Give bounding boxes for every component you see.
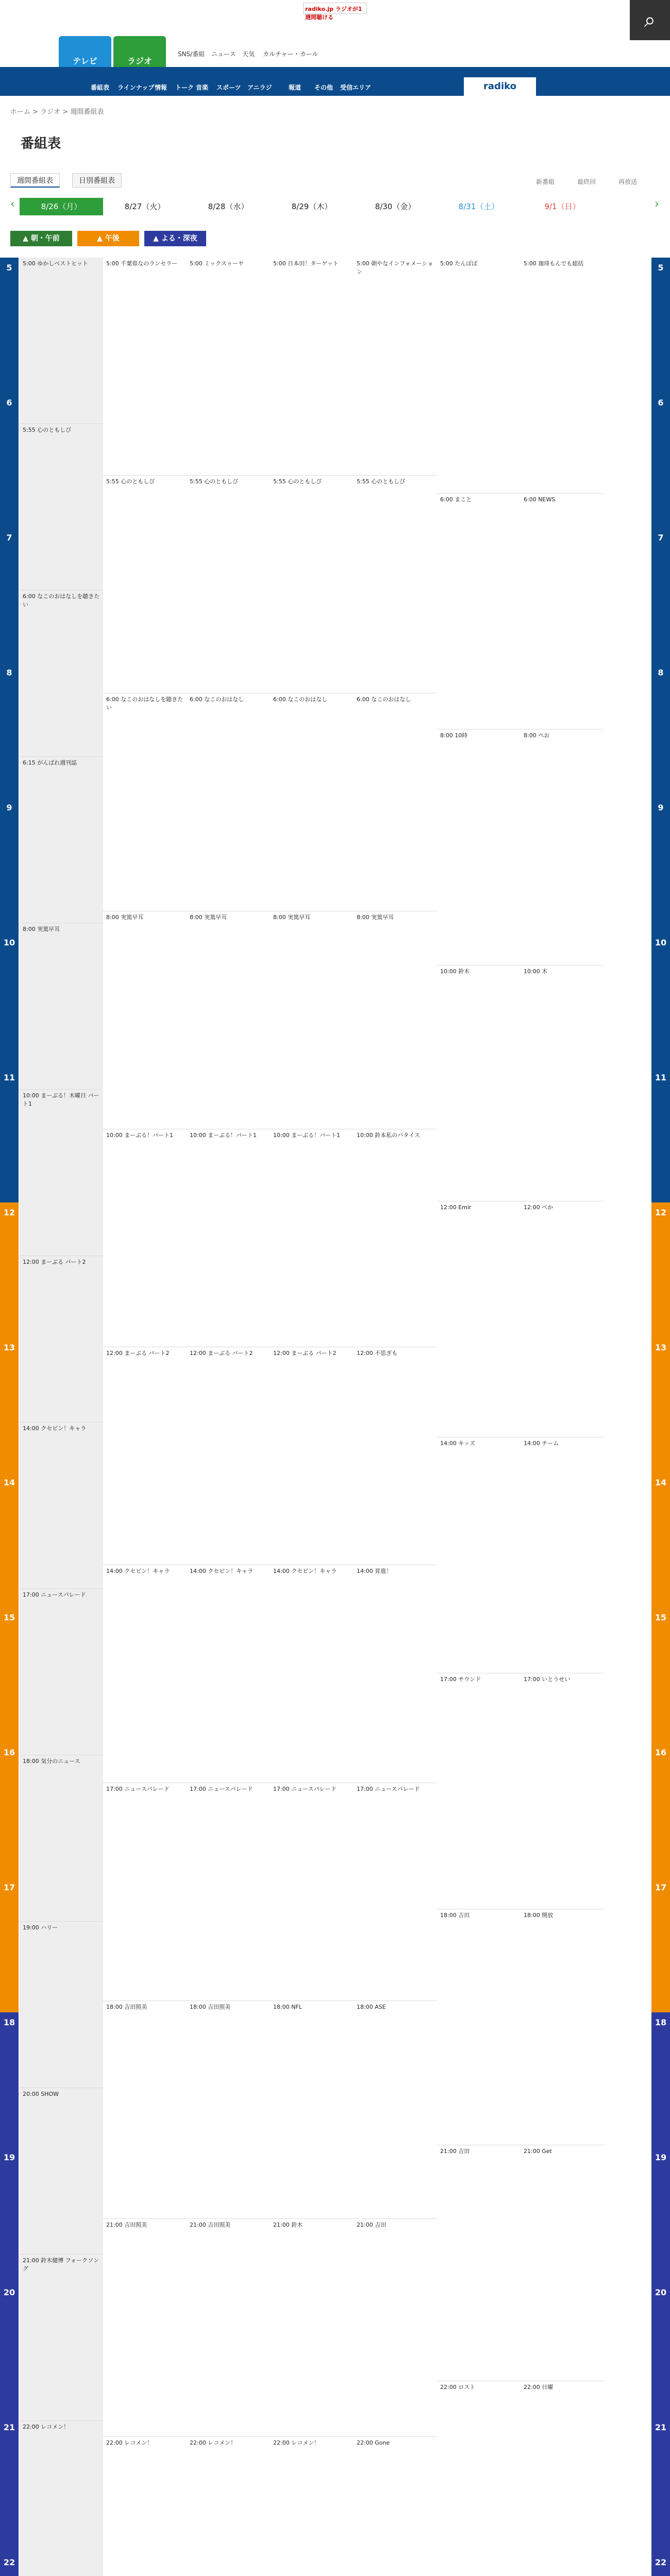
hour-label-15: 15 bbox=[0, 1607, 19, 1742]
hour-label-22: 22 bbox=[651, 2552, 670, 2576]
program-cell[interactable]: 5:55 心のともしび bbox=[20, 424, 103, 590]
hour-label-16: 16 bbox=[0, 1742, 19, 1877]
program-cell[interactable]: 5:55 心のともしび bbox=[103, 476, 187, 693]
subnav-talk[interactable]: トーク bbox=[175, 84, 194, 91]
zone-afternoon[interactable]: ▲ 午後 bbox=[77, 231, 139, 246]
program-cell[interactable]: 8:00 実篤早耳 bbox=[20, 923, 103, 1090]
hour-label-14: 14 bbox=[651, 1472, 670, 1607]
program-cell[interactable]: 10:00 木 bbox=[521, 965, 604, 1201]
hour-label-11: 11 bbox=[0, 1067, 19, 1202]
subnav-anime[interactable]: アニラジ bbox=[247, 84, 272, 91]
date-0[interactable]: 8/26（月） bbox=[20, 198, 103, 215]
program-cell[interactable]: 12:00 まーぶる パート2 bbox=[270, 1347, 354, 1565]
hour-label-12: 12 bbox=[651, 1202, 670, 1337]
program-cell[interactable]: 17:00 サウンド bbox=[437, 1673, 521, 1909]
program-cell[interactable]: 18:00 気分のニュース bbox=[20, 1755, 103, 1922]
subnav-report[interactable]: 報道 bbox=[289, 84, 301, 91]
subnav-other[interactable]: その他 bbox=[314, 84, 333, 91]
program-cell[interactable]: 10:00 まーぶる！パート1 bbox=[187, 1129, 270, 1347]
program-cell[interactable]: 21:00 鈴木健博 フォークソング bbox=[20, 2255, 103, 2421]
nav-sns[interactable]: SNS/番組 bbox=[178, 50, 205, 58]
zone-night[interactable]: ▲ よる・深夜 bbox=[144, 231, 206, 246]
site-logo[interactable]: radiko.jp ラジオが1週間聴ける bbox=[303, 3, 367, 14]
program-cell[interactable]: 5:55 心のともしび bbox=[187, 476, 270, 693]
program-cell[interactable]: 19:00 ハリー bbox=[20, 1922, 103, 2088]
subnav-bangumi[interactable]: 番組表 bbox=[91, 84, 110, 91]
program-cell[interactable]: 17:00 いとうせい bbox=[521, 1673, 604, 1909]
program-cell[interactable]: 14:00 クセピン！キャラ bbox=[270, 1565, 354, 1783]
hour-label-9: 9 bbox=[651, 798, 670, 933]
hour-label-10: 10 bbox=[651, 933, 670, 1067]
nav-news[interactable]: ニュース bbox=[211, 50, 236, 58]
program-cell[interactable]: 8:00 実篤早耳 bbox=[270, 911, 354, 1129]
hour-label-15: 15 bbox=[651, 1607, 670, 1742]
program-cell[interactable]: 17:00 ニュースパレード bbox=[103, 1783, 187, 2001]
hour-label-17: 17 bbox=[651, 1877, 670, 2012]
hour-label-22: 22 bbox=[0, 2552, 19, 2576]
program-cell[interactable]: 22:00 日曜 bbox=[521, 2381, 604, 2576]
hour-label-8: 8 bbox=[0, 663, 19, 798]
nav-culture[interactable]: カルチャー・カール bbox=[263, 50, 319, 58]
hour-label-13: 13 bbox=[651, 1337, 670, 1472]
program-cell[interactable]: 6:00 なこのおはなし bbox=[354, 693, 437, 911]
program-cell[interactable]: 17:00 ニュースパレード bbox=[354, 1783, 437, 2001]
zone-morning[interactable]: ▲ 朝・午前 bbox=[10, 231, 72, 246]
program-cell[interactable]: 6:00 NEWS bbox=[521, 494, 604, 730]
program-cell[interactable]: 17:00 ニュースパレード bbox=[20, 1589, 103, 1755]
program-cell[interactable]: 6:15 がんばれ週刊誌 bbox=[20, 757, 103, 923]
program-cell[interactable]: 22:00 レコメン！ bbox=[187, 2437, 270, 2576]
hour-label-9: 9 bbox=[0, 798, 19, 933]
program-cell[interactable]: 22:00 ロスト bbox=[437, 2381, 521, 2576]
hour-label-21: 21 bbox=[0, 2417, 19, 2552]
program-cell[interactable]: 8:00 ぺお bbox=[521, 730, 604, 965]
subnav-music[interactable]: 音楽 bbox=[196, 84, 209, 91]
program-cell[interactable]: 22:00 Gone bbox=[354, 2437, 437, 2576]
date-5[interactable]: 8/31（土） bbox=[458, 202, 499, 211]
program-cell[interactable]: 5:55 心のともしび bbox=[354, 476, 437, 693]
program-cell[interactable]: 14:00 昇進！ bbox=[354, 1565, 437, 1783]
hour-label-7: 7 bbox=[0, 528, 19, 663]
program-cell[interactable]: 14:00 キッズ bbox=[437, 1437, 521, 1673]
hour-label-5: 5 bbox=[0, 258, 19, 393]
hour-label-8: 8 bbox=[651, 663, 670, 798]
hour-label-16: 16 bbox=[651, 1742, 670, 1877]
legend-new: 新番組 bbox=[536, 178, 555, 185]
program-cell[interactable]: 10:00 鈴木 bbox=[437, 965, 521, 1201]
hour-label-7: 7 bbox=[651, 528, 670, 663]
program-cell[interactable]: 12:00 Emir bbox=[437, 1201, 521, 1437]
program-cell[interactable]: 17:00 ニュースパレード bbox=[270, 1783, 354, 2001]
tab-weekly[interactable]: 週間番組表 bbox=[10, 173, 60, 188]
tab-radio[interactable]: ラジオ bbox=[113, 36, 166, 67]
program-cell[interactable]: 22:00 レコメン！ bbox=[270, 2437, 354, 2576]
program-cell[interactable]: 18:00 開放 bbox=[521, 1909, 604, 2145]
date-3[interactable]: 8/29（木） bbox=[291, 202, 332, 211]
program-cell[interactable]: 6:00 まこと bbox=[437, 494, 521, 730]
hour-label-10: 10 bbox=[0, 933, 19, 1067]
hour-label-19: 19 bbox=[651, 2147, 670, 2282]
program-cell[interactable]: 21:00 吉田照美 bbox=[187, 2219, 270, 2437]
subnav-sports[interactable]: スポーツ bbox=[216, 84, 241, 91]
program-cell[interactable]: 18:00 吉田 bbox=[437, 1909, 521, 2145]
program-cell[interactable]: 14:00 クセピン！キャラ bbox=[20, 1422, 103, 1589]
date-6[interactable]: 9/1（日） bbox=[544, 202, 580, 211]
program-cell[interactable]: 18:00 ASE bbox=[354, 2001, 437, 2219]
program-cell[interactable]: 21:00 吉田 bbox=[354, 2219, 437, 2437]
hour-label-5: 5 bbox=[651, 258, 670, 393]
subnav-area[interactable]: 受信エリア bbox=[340, 84, 372, 91]
program-cell[interactable]: 12:00 ぺか bbox=[521, 1201, 604, 1437]
prev-week-icon[interactable]: ‹ bbox=[10, 198, 15, 211]
program-cell[interactable]: 12:00 まーぶる パート2 bbox=[20, 1256, 103, 1422]
program-cell[interactable]: 12:00 不思ぎも bbox=[354, 1347, 437, 1565]
program-cell[interactable]: 10:00 まーぶる！パート1 bbox=[103, 1129, 187, 1347]
radiko-link[interactable]: radiko bbox=[464, 77, 536, 96]
tab-tv[interactable]: テレビ bbox=[59, 36, 111, 67]
program-cell[interactable]: 6:00 なこのおはなしを聴きたい bbox=[103, 693, 187, 911]
search-icon[interactable]: ⌕ bbox=[630, 0, 670, 40]
program-cell[interactable]: 21:00 吉田照美 bbox=[103, 2219, 187, 2437]
hour-label-13: 13 bbox=[0, 1337, 19, 1472]
page-title: 番組表 bbox=[21, 136, 61, 151]
program-cell[interactable]: 5:00 珈琲もんでも総括 bbox=[521, 258, 604, 494]
program-cell[interactable]: 22:00 レコメン！ bbox=[103, 2437, 187, 2576]
program-cell[interactable]: 12:00 まーぶる パート2 bbox=[187, 1347, 270, 1565]
program-cell[interactable]: 20:00 SHOW bbox=[20, 2088, 103, 2255]
program-cell[interactable]: 10:00 まーぶる！木曜日 パート1 bbox=[20, 1090, 103, 1256]
program-cell[interactable]: 18:00 吉田照美 bbox=[187, 2001, 270, 2219]
hour-label-6: 6 bbox=[0, 393, 19, 528]
hour-label-20: 20 bbox=[651, 2282, 670, 2417]
program-cell[interactable]: 22:00 レコメン！ bbox=[20, 2421, 103, 2576]
hour-label-19: 19 bbox=[0, 2147, 19, 2282]
program-cell[interactable]: 8:00 実篤早耳 bbox=[103, 911, 187, 1129]
program-cell[interactable]: 6:00 なこのおはなしを聴きたい bbox=[20, 590, 103, 757]
subnav-lineup[interactable]: ラインナップ bbox=[118, 84, 155, 91]
hour-label-11: 11 bbox=[651, 1067, 670, 1202]
program-cell[interactable]: 6:00 なこのおはなし bbox=[270, 693, 354, 911]
legend-final: 最終回 bbox=[577, 178, 596, 185]
program-cell[interactable]: 14:00 チーム bbox=[521, 1437, 604, 1673]
breadcrumb: ホーム > ラジオ > 週間番組表 bbox=[10, 108, 104, 116]
hour-label-12: 12 bbox=[0, 1202, 19, 1337]
program-cell[interactable]: 5:00 たんぽぽ bbox=[437, 258, 521, 494]
tab-daily[interactable]: 日別番組表 bbox=[72, 173, 122, 188]
program-cell[interactable]: 21:00 Get bbox=[521, 2145, 604, 2381]
program-cell[interactable]: 8:00 実篤早耳 bbox=[354, 911, 437, 1129]
program-cell[interactable]: 21:00 鈴木 bbox=[270, 2219, 354, 2437]
program-cell[interactable]: 18:00 吉田照美 bbox=[103, 2001, 187, 2219]
hour-label-14: 14 bbox=[0, 1472, 19, 1607]
program-cell[interactable]: 5:00 ゆかしベストヒット bbox=[20, 258, 103, 424]
program-cell[interactable]: 5:00 日本田！ターゲット bbox=[270, 258, 354, 476]
program-cell[interactable]: 12:00 まーぶる パート2 bbox=[103, 1347, 187, 1565]
program-cell[interactable]: 14:00 クセピン！キャラ bbox=[103, 1565, 187, 1783]
program-cell[interactable]: 5:00 ミックスゥーヤ bbox=[187, 258, 270, 476]
date-2[interactable]: 8/28（水） bbox=[208, 202, 249, 211]
nav-weather[interactable]: 天気 bbox=[242, 50, 255, 58]
subnav-info[interactable]: 情報 bbox=[155, 84, 167, 91]
program-cell[interactable]: 5:00 千葉県なのランセラー bbox=[103, 258, 187, 476]
program-cell[interactable]: 18:00 NFL bbox=[270, 2001, 354, 2219]
date-1[interactable]: 8/27（火） bbox=[124, 202, 165, 211]
next-week-icon[interactable]: › bbox=[655, 198, 659, 211]
hour-label-6: 6 bbox=[651, 393, 670, 528]
program-cell[interactable]: 17:00 ニュースパレード bbox=[187, 1783, 270, 2001]
legend-rerun: 再放送 bbox=[618, 178, 638, 185]
program-cell[interactable]: 8:00 10時 bbox=[437, 730, 521, 965]
program-cell[interactable]: 6:00 なこのおはなし bbox=[187, 693, 270, 911]
hour-label-17: 17 bbox=[0, 1877, 19, 2012]
hour-label-18: 18 bbox=[651, 2012, 670, 2147]
program-cell[interactable]: 8:00 実篤早耳 bbox=[187, 911, 270, 1129]
program-cell[interactable]: 21:00 吉田 bbox=[437, 2145, 521, 2381]
program-cell[interactable]: 14:00 クセピン！キャラ bbox=[187, 1565, 270, 1783]
hour-label-21: 21 bbox=[651, 2417, 670, 2552]
program-cell[interactable]: 10:00 鈴本私のバタイス bbox=[354, 1129, 437, 1347]
tab-underline bbox=[0, 67, 670, 77]
program-cell[interactable]: 5:55 心のともしび bbox=[270, 476, 354, 693]
program-cell[interactable]: 10:00 まーぶる！パート1 bbox=[270, 1129, 354, 1347]
program-cell[interactable]: 5:00 朝やなインフォメーション bbox=[354, 258, 437, 476]
date-4[interactable]: 8/30（金） bbox=[375, 202, 416, 211]
hour-label-18: 18 bbox=[0, 2012, 19, 2147]
hour-label-20: 20 bbox=[0, 2282, 19, 2417]
